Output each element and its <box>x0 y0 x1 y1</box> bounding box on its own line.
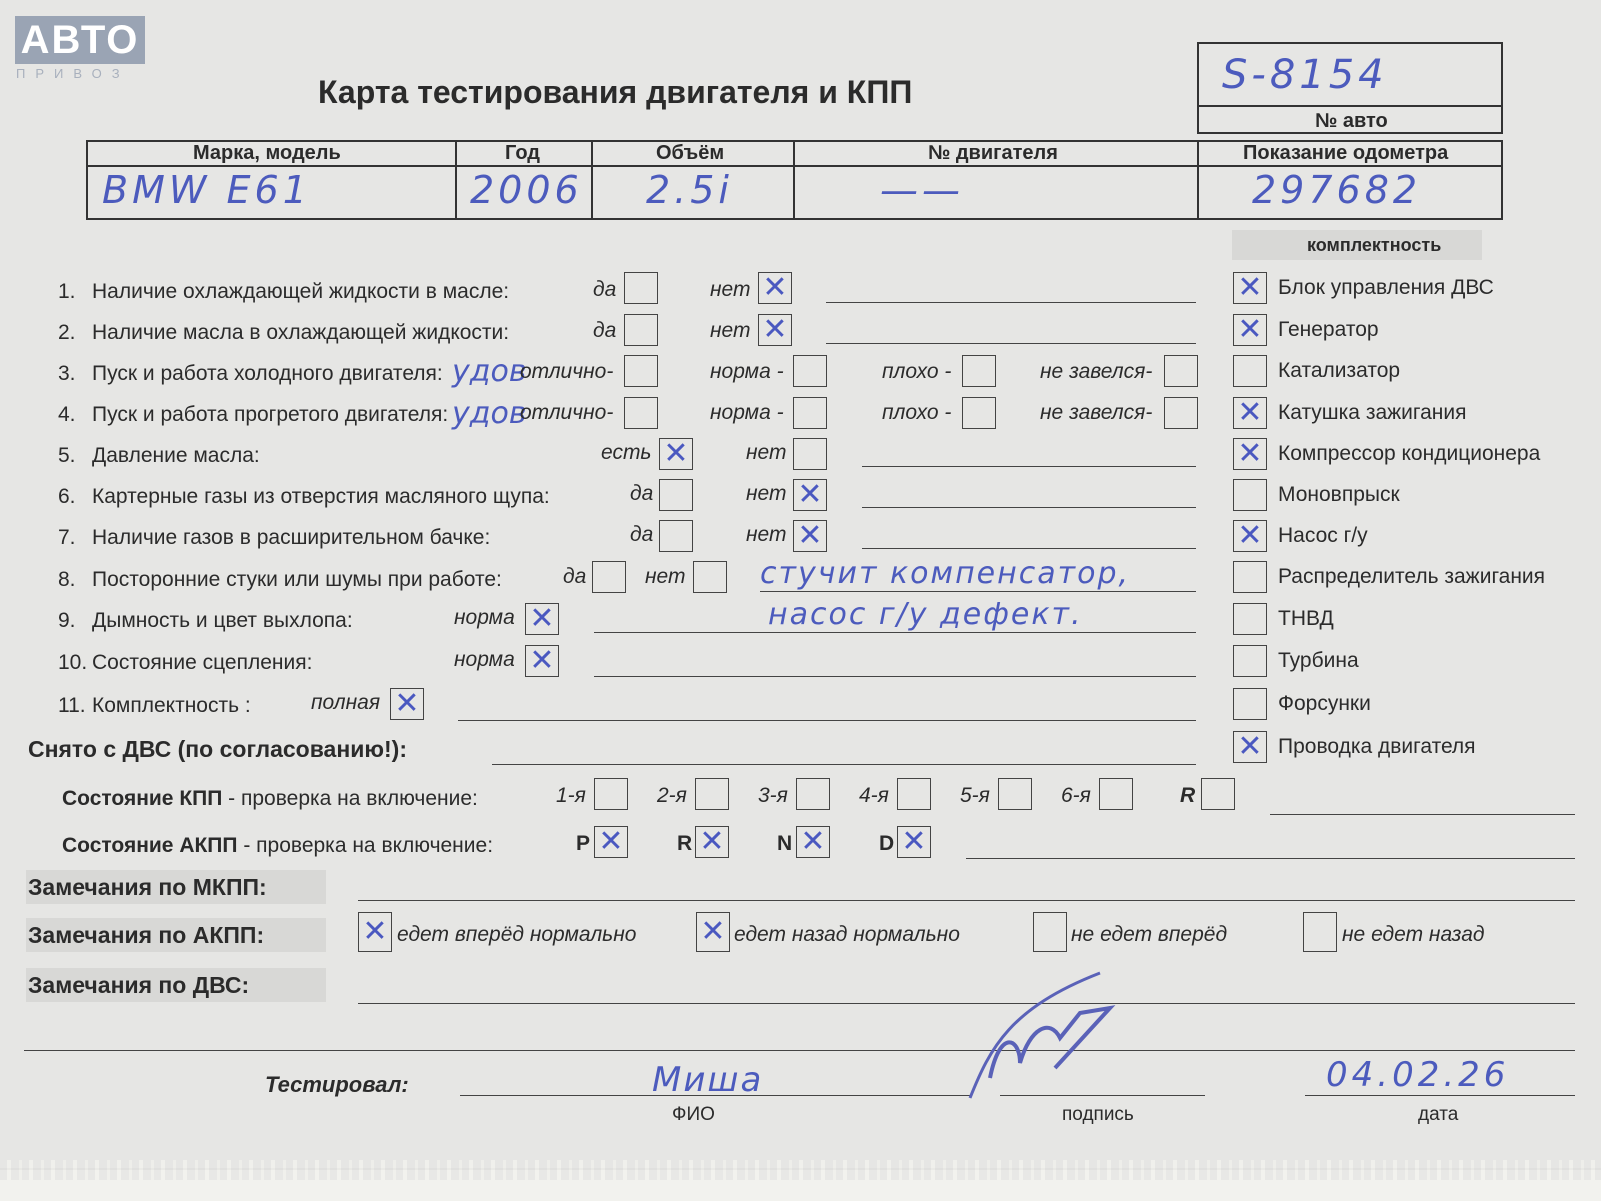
completeness-label-ignition-coil: Катушка зажигания <box>1278 401 1467 424</box>
mkpp-state-label: Состояние КПП - проверка на включение: <box>62 787 478 810</box>
mode-r-checkbox[interactable]: ✕ <box>695 826 729 858</box>
akpp-backward-ok-checkbox[interactable]: ✕ <box>696 912 730 952</box>
question-number: 2. <box>58 321 76 344</box>
completeness-checkbox-ecu[interactable]: ✕ <box>1233 272 1267 304</box>
completeness-checkbox-injectors[interactable] <box>1233 688 1267 720</box>
gear-r-checkbox[interactable] <box>1201 778 1235 810</box>
option-not-started: не завелся- <box>1040 360 1153 383</box>
question-number: 3. <box>58 362 76 385</box>
mode-label: N <box>777 832 793 855</box>
gear-3-checkbox[interactable] <box>796 778 830 810</box>
option-yes: да <box>630 482 654 505</box>
value-odometer: 297682 <box>1252 168 1422 212</box>
mode-label: R <box>677 832 693 855</box>
q2-yes-checkbox[interactable] <box>624 314 658 346</box>
value-make-model: BMW E61 <box>102 168 311 212</box>
completeness-label-catalyst: Катализатор <box>1278 359 1401 382</box>
car-number-label: № авто <box>1315 110 1388 132</box>
option-normal: норма <box>454 648 515 671</box>
q3-not-started-checkbox[interactable] <box>1164 355 1198 387</box>
q8-no-checkbox[interactable] <box>693 561 727 593</box>
akpp-state-label: Состояние АКПП - проверка на включение: <box>62 834 494 857</box>
value-year: 2006 <box>470 168 583 212</box>
question-number: 11. <box>58 694 86 717</box>
option-no: нет <box>746 523 787 546</box>
gear-4-checkbox[interactable] <box>897 778 931 810</box>
question-number: 1. <box>58 280 76 303</box>
option-normal: норма <box>454 606 515 629</box>
col-make-model: Марка, модель <box>193 142 341 164</box>
akpp-no-forward-checkbox[interactable] <box>1033 912 1067 952</box>
completeness-label-ac-compressor: Компрессор кондиционера <box>1278 442 1541 465</box>
gear-label: 4-я <box>859 784 889 807</box>
completeness-checkbox-distributor[interactable] <box>1233 561 1267 593</box>
q11-full-checkbox[interactable]: ✕ <box>390 688 424 720</box>
option-full: полная <box>311 691 381 714</box>
mode-n-checkbox[interactable]: ✕ <box>796 826 830 858</box>
completeness-title: комплектность <box>1307 235 1442 255</box>
gear-1-checkbox[interactable] <box>594 778 628 810</box>
question-label: Состояние сцепления: <box>92 651 313 674</box>
fio-caption: ФИО <box>672 1104 715 1125</box>
completeness-checkbox-ignition-coil[interactable]: ✕ <box>1233 397 1267 429</box>
akpp-option-label: едет вперёд нормально <box>397 923 637 946</box>
tester-name: Миша <box>652 1060 764 1100</box>
gear-label: 3-я <box>758 784 788 807</box>
option-bad: плохо - <box>882 360 952 383</box>
q4-normal-checkbox[interactable] <box>793 397 827 429</box>
completeness-checkbox-catalyst[interactable] <box>1233 355 1267 387</box>
col-engine-number: № двигателя <box>928 142 1058 164</box>
q8-handwritten-note-line1: стучит компенсатор, <box>760 556 1131 591</box>
question-label: Пуск и работа холодного двигателя: <box>92 362 443 385</box>
question-label: Комплектность : <box>92 694 251 717</box>
q4-handwritten-grade: удов <box>452 396 527 431</box>
question-label: Наличие газов в расширительном бачке: <box>92 526 491 549</box>
gear-6-checkbox[interactable] <box>1099 778 1133 810</box>
question-number: 10. <box>58 651 88 674</box>
q10-normal-checkbox[interactable]: ✕ <box>525 645 559 677</box>
option-not-started: не завелся- <box>1040 401 1153 424</box>
option-yes: да <box>593 278 617 301</box>
gear-label: 6-я <box>1061 784 1091 807</box>
question-number: 8. <box>58 568 76 591</box>
gear-label: 2-я <box>657 784 687 807</box>
signature-icon <box>960 968 1160 1108</box>
akpp-forward-ok-checkbox[interactable]: ✕ <box>358 912 392 952</box>
gear-label: 5-я <box>960 784 990 807</box>
completeness-label-injectors: Форсунки <box>1278 692 1371 715</box>
q4-not-started-checkbox[interactable] <box>1164 397 1198 429</box>
col-year: Год <box>505 142 540 164</box>
question-number: 7. <box>58 526 76 549</box>
option-yes: да <box>630 523 654 546</box>
completeness-label-generator: Генератор <box>1278 318 1379 341</box>
option-no: нет <box>746 441 787 464</box>
q3-handwritten-grade: удов <box>452 354 527 389</box>
form-title: Карта тестирования двигателя и КПП <box>318 74 913 110</box>
q9-normal-checkbox[interactable]: ✕ <box>525 603 559 635</box>
signature-caption: подпись <box>1062 1104 1134 1125</box>
question-number: 5. <box>58 444 76 467</box>
completeness-label-turbo: Турбина <box>1278 649 1359 672</box>
completeness-checkbox-generator[interactable]: ✕ <box>1233 314 1267 346</box>
mode-d-checkbox[interactable]: ✕ <box>897 826 931 858</box>
question-label: Картерные газы из отверстия масляного щупа: <box>92 485 550 508</box>
akpp-option-label: не едет вперёд <box>1071 923 1228 946</box>
q4-excellent-checkbox[interactable] <box>624 397 658 429</box>
q3-excellent-checkbox[interactable] <box>624 355 658 387</box>
col-odometer: Показание одометра <box>1243 142 1449 164</box>
q1-no-checkbox[interactable]: ✕ <box>758 272 792 304</box>
option-bad: плохо - <box>882 401 952 424</box>
option-no: нет <box>710 319 751 342</box>
option-no: нет <box>746 482 787 505</box>
completeness-label-mono-injection: Моновпрыск <box>1278 483 1400 506</box>
car-number-value: S-8154 <box>1222 52 1388 98</box>
q6-no-checkbox[interactable]: ✕ <box>793 479 827 511</box>
tester-label: Тестировал: <box>265 1072 409 1097</box>
remarks-dvs-label: Замечания по ДВС: <box>28 972 250 998</box>
gear-label: 1-я <box>556 784 586 807</box>
question-label: Наличие охлаждающей жидкости в масле: <box>92 280 510 303</box>
q7-yes-checkbox[interactable] <box>659 520 693 552</box>
option-present: есть <box>601 441 652 464</box>
remarks-mkpp-label: Замечания по МКПП: <box>28 874 267 900</box>
q8-handwritten-note-line2: насос г/у дефект. <box>768 597 1083 632</box>
q6-yes-checkbox[interactable] <box>659 479 693 511</box>
question-label: Наличие масла в охлаждающей жидкости: <box>92 321 510 344</box>
akpp-option-label: не едет назад <box>1342 923 1485 946</box>
torn-edge <box>0 1160 1601 1180</box>
question-number: 9. <box>58 609 76 632</box>
mode-label: D <box>879 832 895 855</box>
completeness-checkbox-turbo[interactable] <box>1233 645 1267 677</box>
gear-2-checkbox[interactable] <box>695 778 729 810</box>
completeness-label-distributor: Распределитель зажигания <box>1278 565 1546 588</box>
option-excellent: отлично- <box>520 360 614 383</box>
gear-5-checkbox[interactable] <box>998 778 1032 810</box>
col-volume: Объём <box>656 142 725 164</box>
q7-no-checkbox[interactable]: ✕ <box>793 520 827 552</box>
avto-logo: АВТО <box>15 16 145 64</box>
option-yes: да <box>593 319 617 342</box>
q3-normal-checkbox[interactable] <box>793 355 827 387</box>
completeness-checkbox-ps-pump[interactable]: ✕ <box>1233 520 1267 552</box>
question-number: 4. <box>58 403 76 426</box>
question-number: 6. <box>58 485 76 508</box>
q8-yes-checkbox[interactable] <box>592 561 626 593</box>
question-label: Посторонние стуки или шумы при работе: <box>92 568 502 591</box>
date-caption: дата <box>1418 1104 1459 1125</box>
completeness-checkbox-engine-wiring[interactable]: ✕ <box>1233 731 1267 763</box>
akpp-option-label: едет назад нормально <box>734 923 960 946</box>
q1-yes-checkbox[interactable] <box>624 272 658 304</box>
completeness-label-engine-wiring: Проводка двигателя <box>1278 735 1476 758</box>
q3-bad-checkbox[interactable] <box>962 355 996 387</box>
q4-bad-checkbox[interactable] <box>962 397 996 429</box>
removed-from-engine-label: Снято с ДВС (по согласованию!): <box>28 736 407 762</box>
completeness-checkbox-tnvd[interactable] <box>1233 603 1267 635</box>
q2-no-checkbox[interactable]: ✕ <box>758 314 792 346</box>
option-excellent: отлично- <box>520 401 614 424</box>
completeness-checkbox-ac-compressor[interactable]: ✕ <box>1233 438 1267 470</box>
q5-no-checkbox[interactable] <box>793 438 827 470</box>
akpp-no-backward-checkbox[interactable] <box>1303 912 1337 952</box>
question-label: Пуск и работа прогретого двигателя: <box>92 403 449 426</box>
gear-label: R <box>1180 784 1196 807</box>
value-volume: 2.5i <box>646 168 733 212</box>
value-engine-number: —— <box>880 168 964 212</box>
test-date: 04.02.26 <box>1326 1055 1510 1095</box>
completeness-label-ecu: Блок управления ДВС <box>1278 276 1494 299</box>
option-no: нет <box>710 278 751 301</box>
completeness-label-ps-pump: Насос г/у <box>1278 524 1368 547</box>
completeness-label-tnvd: ТНВД <box>1278 607 1334 630</box>
option-yes: да <box>563 565 587 588</box>
question-label: Дымность и цвет выхлопа: <box>92 609 353 632</box>
remarks-akpp-label: Замечания по АКПП: <box>28 922 265 948</box>
option-normal: норма - <box>710 360 784 383</box>
question-label: Давление масла: <box>92 444 260 467</box>
completeness-checkbox-mono-injection[interactable] <box>1233 479 1267 511</box>
avto-logo-subtitle: ПРИВОЗ <box>16 66 130 81</box>
q5-present-checkbox[interactable]: ✕ <box>659 438 693 470</box>
mode-label: P <box>576 832 591 855</box>
mode-p-checkbox[interactable]: ✕ <box>594 826 628 858</box>
option-normal: норма - <box>710 401 784 424</box>
option-no: нет <box>645 565 686 588</box>
